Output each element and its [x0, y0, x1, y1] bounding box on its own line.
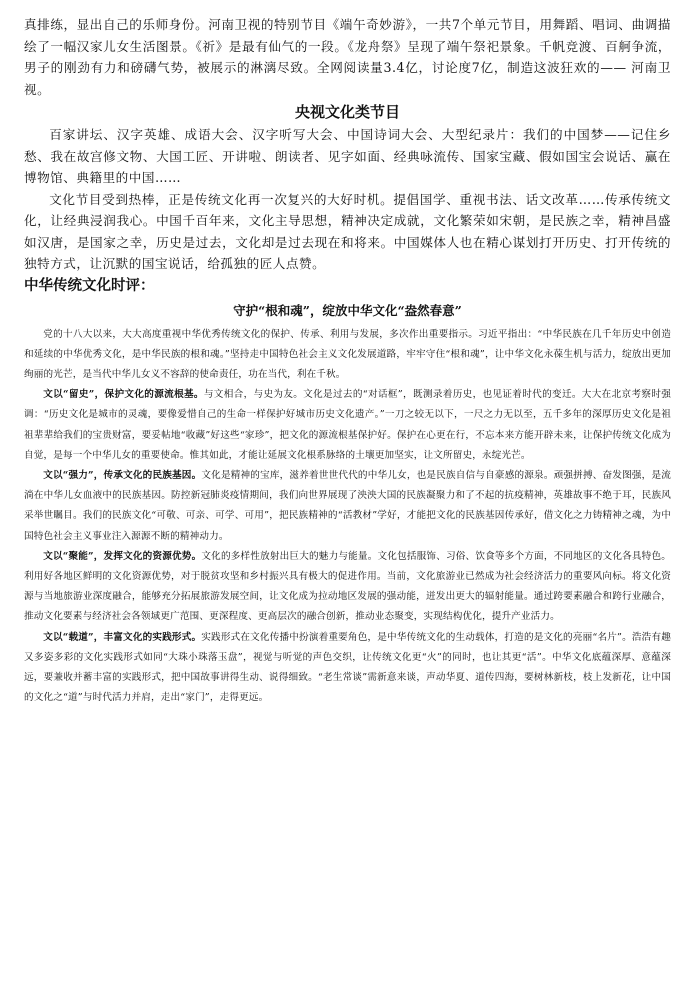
- paragraph-body: 与文相合，与史为友。文化是过去的“对话框”，既测录着历史，也见证着时代的变迁。大大在北京考察时强调：“历史文化是城市的灵魂，要像爱惜自己的生命一样保护好城市历史文化遗产。”一刀之较无以下，一尺之力无以至，五千多年的深厚历史文化是祖祖辈辈给我们的宝贵财富，要妥帖地“收藏”好这些“家珍”，把文化的源流根基保护好。保护在心更在行，不忘本来方能开辟未来，让保护传统文化成为自觉，是每一个中华儿女的重要使命。惟其如此，才能让延展文化根系脉络的土壤更加坚实，让文所留史，永绽光芒。: [24, 389, 671, 461]
- paragraph-lead: 文以“聚能”，发挥文化的资源优势。: [43, 550, 202, 562]
- cctv-section-paragraph: 文化节目受到热棒，正是传统文化再一次复兴的大好时机。提倡国学、重视书法、话文改革……传承传统文化，让经典浸润我心。中国千百年来，文化主导思想，精神决定成就，文化繁荣如宋朝，是民族之幸，精神昌盛如汉唐，是国家之幸，历史是过去，文化却是过去现在和将来。中国媒体人也在精心谋划打开历史、打开传统的独特方式，让沉默的国宝说话，给孤独的匠人点赞。: [24, 191, 671, 271]
- commentary-subtitle: 守护“根和魂”，绽放中华文化“盎然春意”: [233, 302, 462, 318]
- intro-paragraph: 真排练，显出自己的乐师身份。河南卫视的特别节目《端午奇妙游》，一共7个单元节目，用舞蹈、唱词、曲调描绘了一幅汉家儿女生活图景。《祈》是最有仙气的一段。《龙舟祭》呈现了端午祭祀景象。千帆竞渡、百舸争流，男子的刚劲有力和磅礴气势，被展示的淋漓尽致。全网阅读量3.4亿，讨论度7亿，制造这波狂欢的—— 河南卫视。: [24, 17, 671, 97]
- paragraph-lead: 文以“留史”，保护文化的源流根基。: [43, 389, 204, 401]
- commentary-paragraph-1: 党的十八大以来，大大高度重视中华优秀传统文化的保护、传承、利用与发展，多次作出重要指示。习近平指出：“中华民族在几千年历史中创造和延续的中华优秀文化，是中华民族的根和魂。”坚持走中国特色社会主义文化发展道路，牢牢守住“根和魂”，让中华文化永葆生机与活力，绽放出更加绚丽的光芒，是当代中华儿女义不容辞的使命责任，功在当代，利在千秋。: [24, 328, 671, 380]
- commentary-paragraph-4: [24, 547, 671, 628]
- commentary-paragraph-3: [24, 466, 671, 547]
- cctv-section-heading: 央视文化类节目: [294, 103, 400, 121]
- paragraph-body: 文化是精神的宝库，滋养着世世代代的中华儿女，也是民族自信与自豪感的源泉。顽强拼搏、奋发图强，是流淌在中华儿女血液中的民族基因。防控新冠肺炎疫情期间，我们向世界展现了泱泱大国的民族凝聚力和了不起的抗疫精神，英雄故事不绝于耳，民族风采举世瞩目。我们的民族文化“可敬、可亲、可学、可用”，把民族精神的“活教材”学好，才能把文化的民族基因传承好，借文化之力铸精神之魂，为中国特色社会主义事业注入源源不断的精神动力。: [24, 469, 671, 542]
- paragraph-lead: 文以“载道”，丰富文化的实践形式。: [43, 631, 202, 643]
- cctv-program-list: 百家讲坛、汉字英雄、成语大会、汉字听写大会、中国诗词大会、大型纪录片：我们的中国梦——记住乡愁、我在故宫修文物、大国工匠、开讲啦、朗读者、见字如面、经典咏流传、国家宝藏、假如国宝会说话、赢在博物馆、典籍里的中国……: [24, 127, 671, 185]
- paragraph-body: 实践形式在文化传播中扮演着重要角色，是中华传统文化的生动载体，打造的是文化的亮丽“名片”。浩浩有趣又多姿多彩的文化实践形式如同“大珠小珠落玉盘”，视觉与听觉的声色交织，让传统文化更“火”的同时，也让其更“活”。中华文化底蕴深厚、意蕴深远，要兼收并蓄丰富的实践形式，把中国故事讲得生动、说得细致。“老生常谈”需新意来谈，声动华夏、道传四海，要树林新枝，枝上发新花，让中国的文化之“道”与时代活力并肩，走出“家门”，走得更远。: [24, 631, 671, 704]
- commentary-heading: 中华传统文化时评：: [24, 277, 155, 294]
- paragraph-body: 文化的多样性放射出巨大的魅力与能量。文化包括服饰、习俗、饮食等多个方面，不同地区的文化各具特色。利用好各地区鲜明的文化资源优势，对于脱贫攻坚和乡村振兴具有极大的促进作用。当前，文化旅游业已然成为社会经济活力的重要风向标。将文化资源与当地旅游业深度融合，能够充分拓展旅游发展空间，让文化成为拉动地区发展的强动能，迸发出更大的辐射能量。通过跨要素融合和跨行业融合，推动文化要素与经济社会各领域更广范围、更深程度、更高层次的融合创新，推动业态聚变，实现结构优化，提升产业活力。: [24, 550, 671, 623]
- commentary-paragraph-5: [24, 628, 671, 709]
- paragraph-lead: 文以“强力”，传承文化的民族基因。: [43, 469, 202, 481]
- commentary-paragraph-2: [24, 385, 671, 466]
